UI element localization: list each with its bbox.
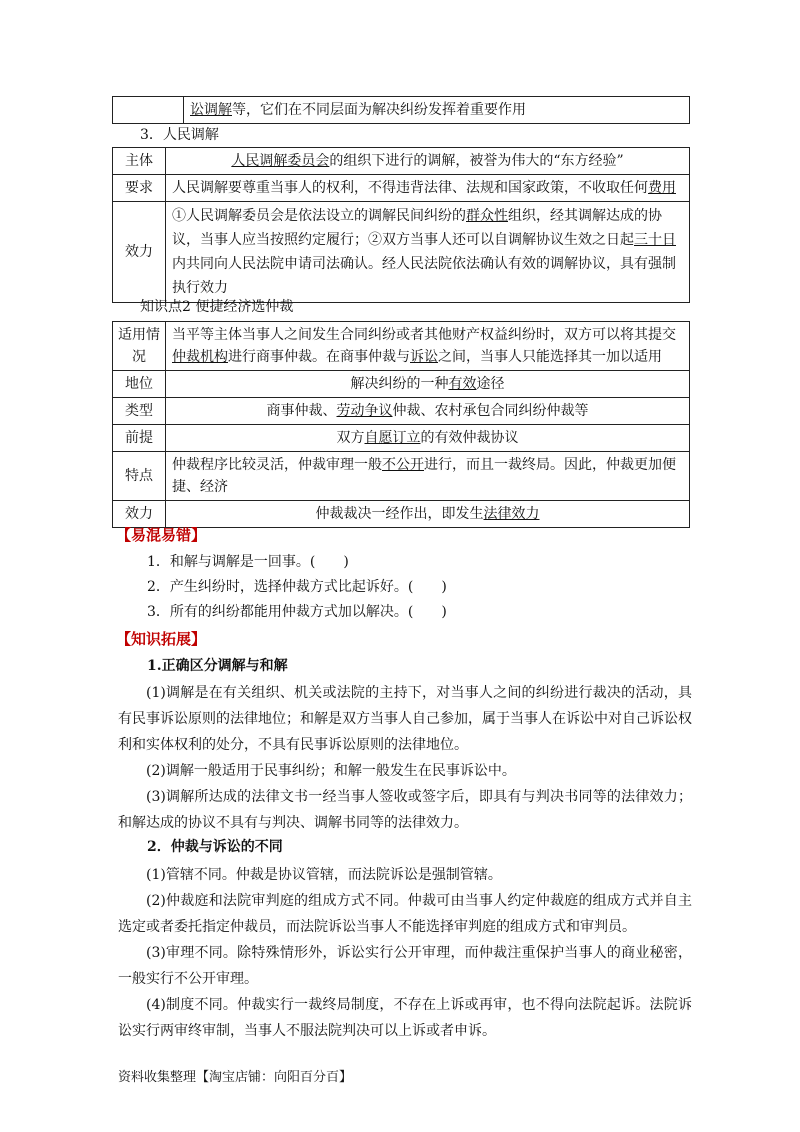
underlined-term: 讼调解	[190, 102, 232, 118]
paragraph: (1)调解是在有关组织、机关或法院的主持下，对当事人之间的纠纷进行裁决的活动，具有民事诉讼原则的法律地位；和解是双方当事人自己参加，属于当事人在诉讼中对自己诉讼权利和实体权利的处分，不具有民事诉讼原则的法律地位。	[118, 685, 692, 753]
list-item: 1．和解与调解是一回事。( )	[147, 554, 349, 570]
table-row	[113, 97, 690, 124]
table-cell: 商事仲裁、劳动争议仲裁、农村承包合同纠纷仲裁等	[166, 398, 690, 425]
table-row	[113, 202, 690, 303]
empty-cell	[113, 97, 184, 124]
arbitration-table	[112, 321, 690, 528]
subheading: 2．仲裁与诉讼的不同	[147, 839, 283, 855]
table-cell	[184, 97, 690, 124]
table-row	[113, 452, 690, 501]
extension-title: 【知识拓展】	[116, 630, 207, 648]
row-label: 主体	[113, 148, 166, 175]
table-cell: 人民调解要尊重当事人的权利，不得违背法律、法规和国家政策，不收取任何费用	[166, 175, 690, 202]
table-row	[113, 322, 690, 371]
table-cell: 仲裁裁决一经作出，即发生法律效力	[166, 501, 690, 528]
list-item: 3．所有的纠纷都能用仲裁方式加以解决。( )	[147, 604, 447, 620]
row-label: 特点	[113, 452, 166, 501]
paragraph: (3)审理不同。除特殊情形外，诉讼实行公开审理，而仲裁注重保护当事人的商业秘密，一般实行不公开审理。	[118, 945, 692, 987]
row-label: 效力	[113, 202, 166, 303]
table-row	[113, 175, 690, 202]
table-cell: 双方自愿订立的有效仲裁协议	[166, 425, 690, 452]
table-cell: 当平等主体当事人之间发生合同纠纷或者其他财产权益纠纷时，双方可以将其提交仲裁机构进行商事仲裁。在商事仲裁与诉讼之间，当事人只能选择其一加以适用	[166, 322, 690, 371]
section-heading-arbitration: 知识点2 便捷经济选仲裁	[140, 299, 294, 315]
list-item: 2．产生纠纷时，选择仲裁方式比起诉好。( )	[147, 579, 447, 595]
paragraph: (3)调解所达成的法律文书一经当事人签收或签字后，即具有与判决书同等的法律效力；和解达成的协议不具有与判决、调解书同等的法律效力。	[118, 789, 692, 831]
row-label: 前提	[113, 425, 166, 452]
cell-text: 等，它们在不同层面为解决纠纷发挥着重要作用	[232, 102, 526, 118]
paragraph: (2)调解一般适用于民事纠纷；和解一般发生在民事诉讼中。	[146, 763, 516, 779]
row-label: 适用情况	[113, 322, 166, 371]
row-label: 效力	[113, 501, 166, 528]
table-row	[113, 398, 690, 425]
confusion-title: 【易混易错】	[116, 526, 207, 544]
row-label: 要求	[113, 175, 166, 202]
subheading: 1.正确区分调解与和解	[147, 658, 288, 674]
table-row	[113, 371, 690, 398]
table-row	[113, 425, 690, 452]
paragraph: (4)制度不同。仲裁实行一裁终局制度，不存在上诉或再审，也不得向法院起诉。法院诉讼实行两审终审制，当事人不服法院判决可以上诉或者申诉。	[118, 997, 692, 1039]
footer-text: 资料收集整理【淘宝店铺：向阳百分百】	[118, 1070, 353, 1085]
table-cell: 仲裁程序比较灵活，仲裁审理一般不公开进行，而且一裁终局。因此，仲裁更加便捷、经济	[166, 452, 690, 501]
people-mediation-table	[112, 147, 690, 303]
table-cell: 解决纠纷的一种有效途径	[166, 371, 690, 398]
paragraph: (2)仲裁庭和法院审判庭的组成方式不同。仲裁可由当事人约定仲裁庭的组成方式并自主选定或者委托指定仲裁员，而法院诉讼当事人不能选择审判庭的组成方式和审判员。	[118, 893, 692, 935]
top-continuation-table	[112, 96, 690, 124]
table-cell: ①人民调解委员会是依法设立的调解民间纠纷的群众性组织，经其调解达成的协议，当事人应当按照约定履行；②双方当事人还可以自调解协议生效之日起三十日内共同向人民法院申请司法确认。经人民法院依法确认有效的调解协议，具有强制执行效力	[166, 202, 690, 303]
row-label: 地位	[113, 371, 166, 398]
section-heading-people-mediation: 3．人民调解	[140, 127, 219, 143]
row-label: 类型	[113, 398, 166, 425]
paragraph: (1)管辖不同。仲裁是协议管辖，而法院诉讼是强制管辖。	[146, 867, 502, 883]
table-row	[113, 148, 690, 175]
table-cell: 人民调解委员会的组织下进行的调解，被誉为伟大的“东方经验”	[166, 148, 690, 175]
